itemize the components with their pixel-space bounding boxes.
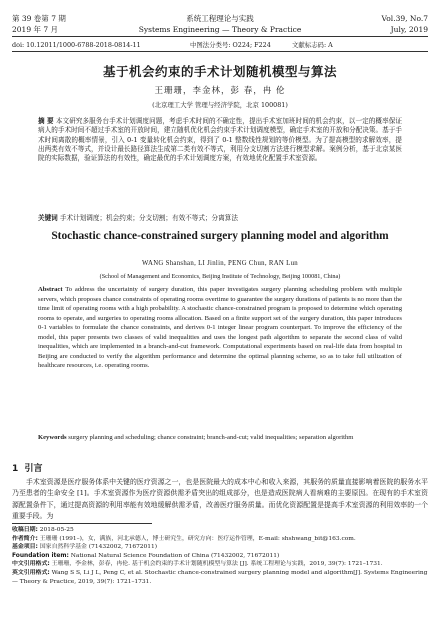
date-zh: 2019 年 7 月 [12, 25, 59, 34]
journal-name-zh: 系统工程理论与实践 [186, 14, 254, 23]
keywords-en-label: Keywords [38, 434, 67, 441]
citation-en: 英文引用格式: Wang S S, Li J L, Peng C, et al. Stochastic chance-constrained surgery planning model and algorithm[J]. Systems Engineering — Theory & Practice, 2019, 39(7): 1721–1731. [12, 569, 428, 585]
abstract-zh [38, 117, 402, 163]
abstract-en-text: To address the uncertainty of surgery duration, this paper investigates surgery planning scheduling problem with multiple servers, which proposes chance constraints of operating rooms overtime to guarantee the surgery durations of patients is no more than the time limit of operating rooms with a high probability. A stochastic chance-constrained program is proposed to determine which operating rooms to operate, and surgeries to operating rooms allocation. Based on a finite support set of the surgery duration, this paper introduces 0-1 variables to formulate the chance constraints, and derives 0-1 integer linear program counterpart. To improve the efficiency of the model, this paper presents two classes of valid inequalities and uses the longest path algorithm to separate the second class of valid inequalities, which are implemented in a branch-and-cut framework. Computational experiments based on real-life data from hospital in Beijing are conducted to verify the algorithm performance and determine the optimal planning scheme, so as to take full utilization of healthcare resources, i.e. operating rooms. [38, 286, 403, 370]
date-en: July, 2019 [390, 25, 428, 34]
title-en: Stochastic chance-constrained surgery planning model and algorithm [51, 230, 389, 242]
section-title: 引言 [24, 464, 43, 474]
keywords-en-text: surgery planning and scheduling; chance constraint; branch-and-cut; valid inequalities; separation algorithm [68, 434, 354, 441]
footnote-rule [12, 523, 152, 524]
authors-zh: 王珊珊，李金林，彭 春，冉 伦 [154, 86, 286, 96]
abstract-zh-text: 本文研究多服务台手术计划调度问题，考虑手术时间的不确定性，提出手术室加班时间的机会约束，以一定的概率保证病人的手术时间不超过手术室的开放时间，建立随机优化机会约束手术计划调度模型，确定手术室的开放和分配决策。基于手术时间离散的概率情景，引入 0-1 变量转化机会约束，得到了 0-1 整数线性规划的等价模型。为了提高模型的求解效率，提出两类有效不等式，并设计最长路径算法生成第二类有效不等式，利用分支切割方法进行模型求解。案例分析，基于北京某医院的实际数据，验证算法的有效性，确定最优的手术计划调度方案，有效地优化配置手术室资源。 [38, 117, 403, 163]
fund-en: Foundation item: National Natural Science Foundation of China (71432002, 71672011) [12, 552, 280, 559]
abstract-en [38, 285, 402, 371]
received-date: 收稿日期: 2018-05-25 [12, 527, 74, 533]
doi-text[interactable]: doi: 10.12011/1000-6788-2018-0814-11 [12, 41, 141, 49]
journal-name-en: Systems Engineering — Theory & Practice [138, 25, 302, 34]
section-number: 1 [12, 464, 19, 474]
author-bio: 作者简介: 王珊珊 (1991–)，女，满族，河北承德人，博士研究生，研究方向：医疗运作管理，E-mail: shshwang_bit@163.com. [12, 535, 356, 542]
authors-en: WANG Shanshan, LI Jinlin, PENG Chun, RAN Lun [142, 260, 298, 267]
document-code: 文献标志码: A [292, 41, 333, 49]
abstract-en-label: Abstract [38, 286, 63, 293]
classification-code: 中图法分类号: O224; F224 [190, 41, 271, 49]
keywords-zh-label: 关键词 [38, 214, 58, 222]
volume-issue-zh: 第 39 卷第 7 期 [12, 14, 66, 23]
section-heading [12, 461, 43, 474]
fund-zh: 基金项目: 国家自然科学基金 (71432002, 71672011) [12, 544, 158, 551]
citation-zh: 中文引用格式: 王珊珊，李金林，彭春，冉伦. 基于机会约束的手术计划随机模型与算法 [J]. 系统工程理论与实践，2019, 39(7): 1721–1731. [12, 561, 383, 568]
header-rule [12, 36, 428, 37]
affiliation-zh: (北京理工大学 管理与经济学院，北京 100081) [152, 101, 288, 109]
affiliation-en: (School of Management and Economics, Beijing Institute of Technology, Beijing 100081, China) [99, 273, 341, 280]
keywords-zh-text: 手术计划调度；机会约束；分支切割；有效不等式；分离算法 [59, 214, 238, 222]
ids-rule [12, 51, 428, 52]
introduction-paragraph: 手术室资源是医疗服务体系中关键的医疗资源之一，也是医院最大的成本中心和收入来源，其服务的质量直接影响着医院的服务水平乃至患者的生命安全 [1]。手术室资源作为医疗资源供需矛盾突出的组成部分，也是造成医院病人看病难的主要原因。在现有的手术室资源配置条件下，通过提高资源的利用率能有效地缓解供需矛盾，改善医疗服务质量。而优化资源配置是提高手术室资源的利用效率的一个重要手段。为 [12, 478, 428, 520]
keywords-zh [38, 214, 402, 223]
title-zh: 基于机会约束的手术计划随机模型与算法 [102, 64, 337, 79]
volume-issue-en: Vol.39, No.7 [381, 14, 428, 23]
abstract-zh-label: 摘 要 [38, 117, 54, 125]
keywords-en [38, 433, 402, 443]
footnotes [12, 526, 428, 586]
